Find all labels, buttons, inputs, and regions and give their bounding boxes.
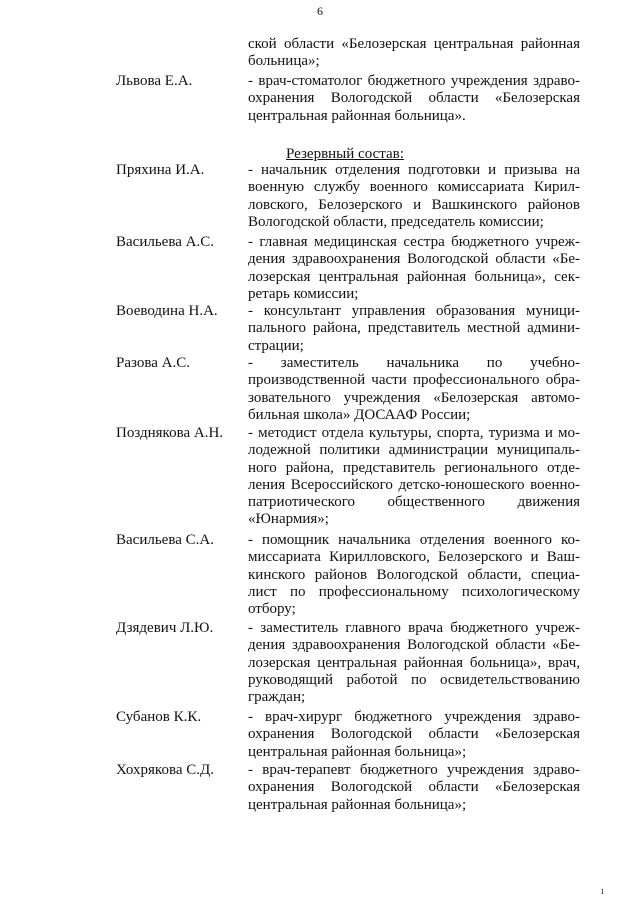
entry-description — [248, 73, 580, 125]
description-line: руководящий работой по освидетельствованию — [248, 671, 580, 688]
member-name: Позднякова А.Н. — [116, 425, 224, 441]
entry-description — [248, 425, 580, 529]
description-line: центральная районная больница»; — [248, 743, 467, 760]
description-line: бильная школа» ДОСААФ России; — [248, 406, 471, 423]
member-name: Дзядевич Л.Ю. — [116, 620, 214, 636]
reserve-section-title: Резервный состав: — [286, 146, 404, 162]
description-line: военную службу военного комиссариата Кирил- — [248, 179, 580, 196]
description-line: - главная медицинская сестра бюджетного учреж- — [248, 234, 580, 250]
description-line: граждан; — [248, 689, 306, 706]
description-line: ловского, Белозерского и Вашкинского районов — [248, 196, 580, 213]
description-line: - заместитель главного врача бюджетного учреж- — [248, 620, 580, 636]
description-line: - методист отдела культуры, спорта, туризма и мо- — [248, 425, 580, 441]
entry-description — [248, 620, 580, 706]
description-line: лист по профессиональному психологическому — [248, 583, 580, 600]
description-line: ного района, представитель регионального отде- — [248, 459, 580, 476]
scan-mark: ı — [601, 886, 604, 897]
member-name: Пряхина И.А. — [116, 162, 205, 178]
description-line: лозерская центральная районная больница», врач, — [248, 654, 580, 671]
description-line: миссариата Кирилловского, Белозерского и Ваш- — [248, 549, 580, 566]
member-name: Львова Е.А. — [116, 73, 193, 89]
entry-description — [248, 355, 580, 424]
description-line: патриотического общественного движения — [248, 494, 580, 511]
member-name: Васильева С.А. — [116, 532, 214, 548]
member-name: Васильева А.С. — [116, 234, 214, 250]
description-line: кинского районов Вологодской области, специа- — [248, 566, 580, 583]
entry-description — [248, 762, 580, 814]
description-line: - консультант управления образования муници- — [248, 303, 580, 319]
entry-description — [248, 36, 580, 71]
member-name: Воеводина Н.А. — [116, 303, 218, 319]
description-line: охранения Вологодской области «Белозерская — [248, 90, 580, 107]
entry-description — [248, 709, 580, 761]
description-line: охранения Вологодской области «Белозерская — [248, 779, 580, 796]
description-line: - врач-стоматолог бюджетного учреждения здраво- — [248, 73, 580, 89]
description-line: охранения Вологодской области «Белозерская — [248, 726, 580, 743]
member-name: Хохрякова С.Д. — [116, 762, 214, 778]
description-line: Вологодской области, председатель комиссии; — [248, 213, 544, 230]
description-line: дения здравоохранения Вологодской области «Бе- — [248, 637, 580, 654]
description-line: - врач-хирург бюджетного учреждения здраво- — [248, 709, 580, 725]
description-line: пального района, представитель местной админи- — [248, 320, 580, 337]
entry-description — [248, 234, 580, 303]
description-line: центральная районная больница». — [248, 107, 466, 124]
description-line: «Юнармия»; — [248, 511, 329, 528]
description-line: производственной части профессионального обра- — [248, 372, 580, 389]
entry-description — [248, 532, 580, 618]
description-line: лодежной политики администрации муниципаль- — [248, 442, 580, 459]
description-line: ления Всероссийского детско-юношеского военно- — [248, 476, 580, 493]
description-line: страции; — [248, 337, 304, 354]
page-number: 6 — [317, 4, 323, 18]
description-line: - заместитель начальника по учебно- — [248, 355, 580, 371]
member-name: Субанов К.К. — [116, 709, 202, 725]
description-line: отбору; — [248, 601, 296, 618]
description-line: ретарь комиссии; — [248, 285, 359, 302]
description-line: дения здравоохранения Вологодской области «Бе- — [248, 251, 580, 268]
description-line: больница»; — [248, 53, 320, 70]
description-line: - начальник отделения подготовки и призыва на — [248, 162, 580, 178]
entry-description — [248, 162, 580, 231]
member-name: Разова А.С. — [116, 355, 190, 371]
description-line: зовательного учреждения «Белозерская автомо- — [248, 389, 580, 406]
description-line: ской области «Белозерская центральная районная — [248, 36, 580, 52]
description-line: - помощник начальника отделения военного ко- — [248, 532, 580, 548]
description-line: лозерская центральная районная больница», сек- — [248, 268, 580, 285]
description-line: - врач-терапевт бюджетного учреждения здраво- — [248, 762, 580, 778]
entry-description — [248, 303, 580, 355]
description-line: центральная районная больница»; — [248, 796, 467, 813]
